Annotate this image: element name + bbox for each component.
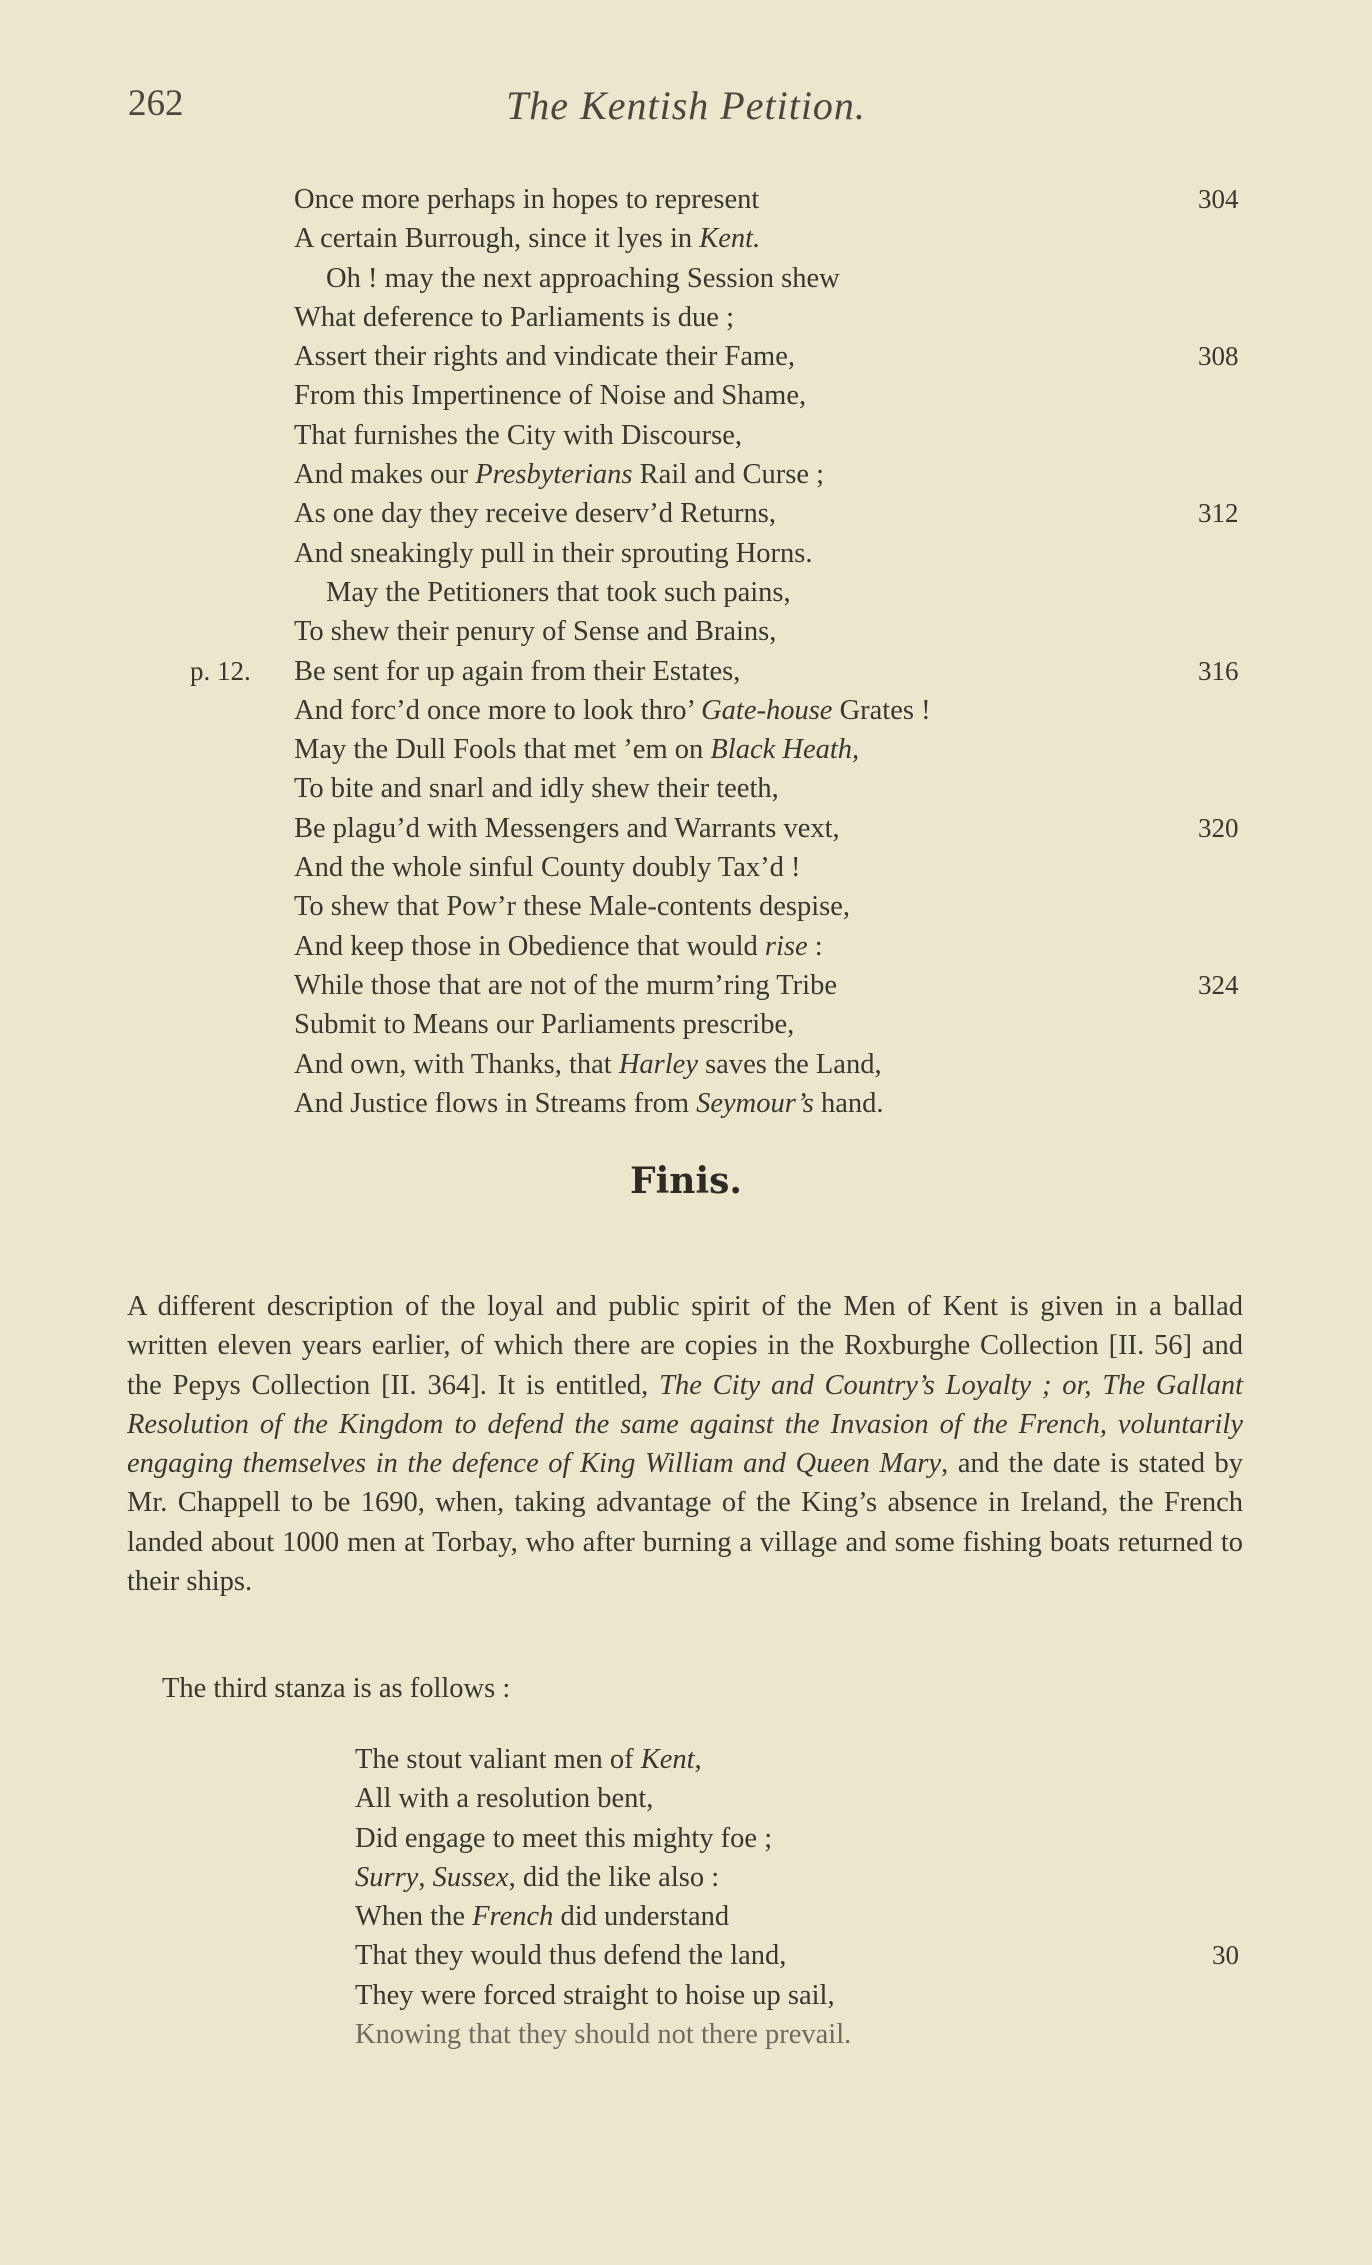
text-run: And makes our [294, 459, 476, 491]
text-run: Submit to Means our Parliaments prescribe, [294, 1009, 795, 1041]
stanza-line [0, 1897, 1372, 1936]
line-text [294, 494, 776, 533]
quoted-stanza [0, 1740, 1372, 2054]
line-text [355, 1976, 835, 2015]
line-text [355, 1936, 786, 1975]
italic-text: Seymour’s [696, 1087, 814, 1119]
text-run: did understand [553, 1901, 730, 1933]
line-text [355, 2015, 851, 2054]
text-run: That furnishes the City with Discourse, [294, 419, 743, 451]
text-run: Oh ! may the next approaching Session shew [326, 262, 840, 294]
line-text [355, 1897, 729, 1936]
verse-line [0, 652, 1372, 691]
text-run: May the Dull Fools that met ’em on [294, 734, 711, 766]
verse-line [0, 259, 1372, 298]
text-run: And sneakingly pull in their sprouting Horns. [294, 537, 813, 569]
text-run: Be sent for up again from their Estates, [294, 655, 741, 687]
verse-line [0, 730, 1372, 769]
line-text [355, 1819, 772, 1858]
text-run: They were forced straight to hoise up sail, [355, 1979, 835, 2011]
text-run: That they would thus defend the land, [355, 1940, 787, 1972]
ballad-title: The City and Country’s Loyalty ; or, The Gallant Resolution of the Kingdom to defend the same against the Invasion of the French, voluntarily engaging themselves in the defence of King William and Queen Mary [127, 1369, 1243, 1480]
line-text [294, 376, 806, 415]
text-run: Once more perhaps in hopes to represent [294, 184, 760, 215]
verse-line [0, 534, 1372, 573]
text-run: , and the date is stated by Mr. Chappell to be 1690, when, taking advantage of the King’s absence in Ireland, the French landed about 1000 men at Torbay, who after burning a village and some fishing boats returned to their ships. [127, 1448, 1244, 1598]
verse-line [0, 416, 1372, 455]
poem-verse [0, 180, 1372, 1123]
stanza-line [0, 2015, 1372, 2054]
text-run: To shew their penury of Sense and Brains, [294, 616, 777, 648]
line-text [294, 927, 823, 966]
italic-text: rise [764, 930, 808, 962]
line-text [294, 219, 760, 258]
text-run: From this Impertinence of Noise and Shame, [294, 380, 807, 412]
verse-line [0, 573, 1372, 612]
italic-text: Kent. [699, 223, 761, 255]
line-text [294, 809, 840, 848]
text-run: A certain Burrough, since it lyes in [294, 223, 700, 255]
line-number: 324 [1198, 969, 1239, 1000]
verse-line [0, 298, 1372, 337]
text-run: What deference to Parliaments is due ; [294, 301, 734, 333]
page-reference: p. 12. [190, 655, 251, 686]
line-text [326, 573, 791, 612]
line-text [294, 416, 742, 455]
text-run: And forc’d once more to look thro’ [294, 694, 702, 726]
verse-line [0, 455, 1372, 494]
text-run: Grates ! [832, 694, 931, 726]
line-text [294, 455, 824, 494]
italic-text: Gate-house [701, 694, 833, 726]
page-number: 262 [128, 83, 184, 124]
text-run: Assert their rights and vindicate their Fame, [294, 341, 795, 373]
text-run: While those that are not of the murm’ring Tribe [294, 969, 837, 1001]
verse-line [0, 494, 1372, 533]
text-run: To shew that Pow’r these Male-contents despise, [294, 891, 851, 923]
line-text [294, 848, 800, 887]
line-number: 304 [1198, 184, 1239, 214]
line-text [294, 612, 776, 651]
verse-line [0, 612, 1372, 651]
text-run: A different description of the loyal and public spirit of the Men of Kent is given in a ballad written eleven years earlier, of which there are copies in the Roxburghe Collection [II. 56] and the Pepys Collection [II. 364]. It is entitled, [127, 1291, 1243, 1401]
text-run: Did engage to meet this mighty foe ; [355, 1822, 773, 1854]
line-text [294, 1084, 883, 1123]
stanza-line [0, 1976, 1372, 2015]
text-run: And the whole sinful County doubly Tax’d ! [294, 852, 801, 884]
verse-line [0, 337, 1372, 376]
verse-line [0, 848, 1372, 887]
text-run: hand. [813, 1087, 884, 1119]
text-run: All with a resolution bent, [355, 1783, 654, 1815]
line-text [294, 337, 795, 376]
line-number: 308 [1198, 341, 1239, 372]
running-head [0, 82, 1372, 132]
italic-text: Kent, [640, 1744, 702, 1775]
line-text [355, 1779, 653, 1818]
line-text [355, 1740, 702, 1779]
text-run: The stout valiant men of [355, 1744, 641, 1775]
stanza-line [0, 1858, 1372, 1897]
verse-line [0, 809, 1372, 848]
text-run: And own, with Thanks, that [294, 1048, 619, 1080]
text-run: To bite and snarl and idly shew their teeth, [294, 773, 779, 805]
line-number: 30 [1212, 1940, 1239, 1971]
commentary-text [127, 1287, 1243, 1601]
line-text [355, 1858, 719, 1897]
verse-line [0, 769, 1372, 808]
verse-line [0, 887, 1372, 926]
stanza-line [0, 1936, 1372, 1975]
verse-line [0, 219, 1372, 258]
verse-line [0, 1045, 1372, 1084]
stanza-line [0, 1819, 1372, 1858]
text-run: , [418, 1861, 433, 1893]
finis-heading: Finis. [630, 1160, 742, 1202]
running-title: The Kentish Petition. [506, 83, 866, 128]
line-text [294, 966, 837, 1005]
italic-text: Presbyterians [475, 459, 633, 491]
italic-text: Harley [618, 1048, 698, 1080]
italic-text: Black Heath, [710, 734, 860, 766]
line-number: 320 [1198, 812, 1239, 843]
commentary-paragraph [127, 1287, 1243, 1601]
verse-line [0, 376, 1372, 415]
text-run: , did the like also : [508, 1861, 720, 1893]
text-run: And keep those in Obedience that would [294, 930, 765, 962]
line-text [294, 691, 931, 730]
line-text [294, 652, 740, 691]
line-text [294, 730, 859, 769]
stanza-line [0, 1740, 1372, 1779]
text-run: May the Petitioners that took such pains, [326, 576, 791, 608]
text-run: saves the Land, [697, 1048, 882, 1080]
italic-text: Sussex [432, 1861, 509, 1893]
italic-text: Surry [355, 1861, 419, 1893]
italic-text: French [472, 1901, 554, 1933]
stanza-intro: The third stanza is as follows : [162, 1673, 511, 1704]
line-text [294, 769, 779, 808]
verse-line [0, 1084, 1372, 1123]
text-run: Knowing that they should not there prevail. [355, 2019, 852, 2051]
text-run: As one day they receive deserv’d Returns, [294, 498, 776, 530]
line-text [294, 887, 850, 926]
verse-line [0, 966, 1372, 1005]
verse-line [0, 180, 1372, 219]
stanza-line [0, 1779, 1372, 1818]
line-number: 316 [1198, 655, 1239, 686]
line-number: 312 [1198, 498, 1239, 529]
line-text [294, 180, 759, 219]
text-run: Rail and Curse ; [632, 459, 825, 491]
text-run: And Justice flows in Streams from [294, 1087, 697, 1119]
verse-line [0, 691, 1372, 730]
text-run: When the [355, 1901, 473, 1933]
verse-line [0, 927, 1372, 966]
line-text [294, 1005, 794, 1044]
text-run: Be plagu’d with Messengers and Warrants vext, [294, 812, 840, 844]
line-text [294, 1045, 882, 1084]
text-run: : [807, 930, 823, 962]
line-text [294, 298, 734, 337]
line-text [294, 534, 813, 573]
verse-line [0, 1005, 1372, 1044]
line-text [326, 259, 840, 298]
